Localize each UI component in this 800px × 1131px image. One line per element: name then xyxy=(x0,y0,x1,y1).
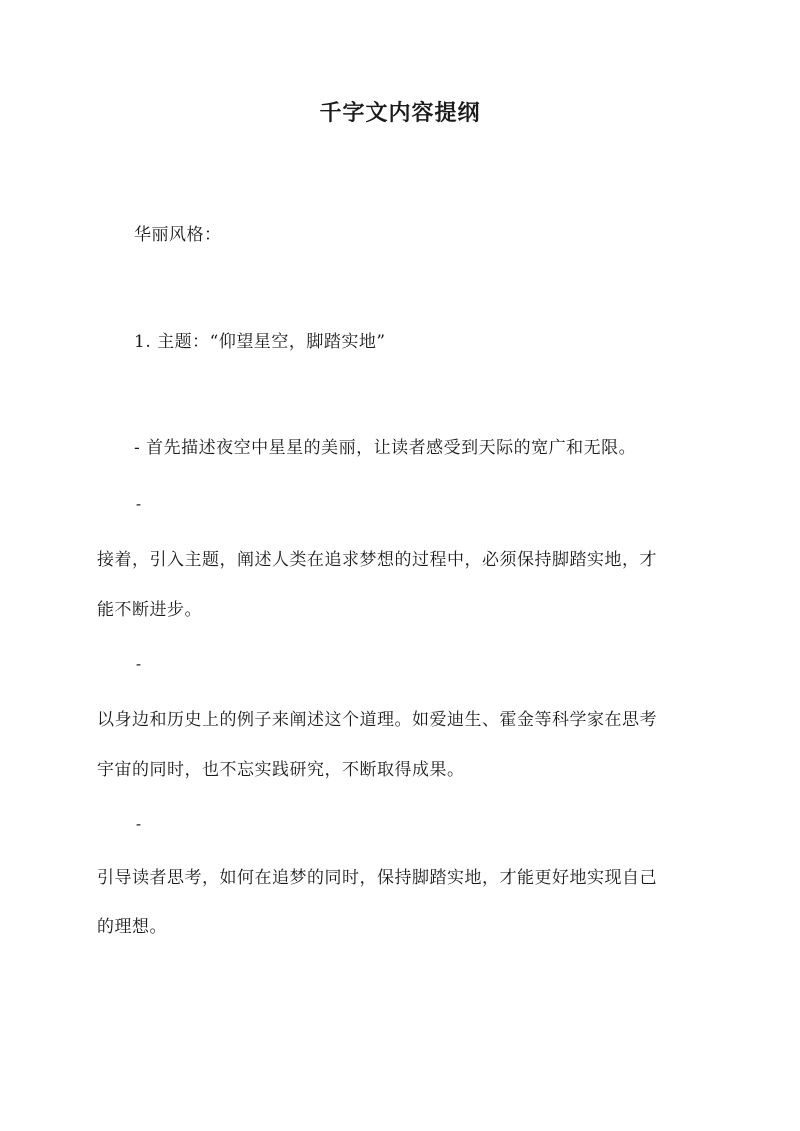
outline-point-3-line-1: 以身边和历史上的例子来阐述这个道理。如爱迪生、霍金等科学家在思考 xyxy=(97,710,657,730)
outline-point-2-line-2: 能不断进步。 xyxy=(97,600,202,620)
document-title: 千字文内容提纲 xyxy=(319,100,481,126)
outline-dash-4: - xyxy=(134,815,144,833)
outline-point-4-line-1: 引导读者思考，如何在追梦的同时，保持脚踏实地，才能更好地实现自己 xyxy=(97,868,657,888)
theme-line: 1. 主题：“仰望星空，脚踏实地” xyxy=(134,332,386,352)
outline-point-1: - 首先描述夜空中星星的美丽，让读者感受到天际的宽广和无限。 xyxy=(134,438,637,458)
outline-point-4-line-2: 的理想。 xyxy=(97,917,167,937)
outline-point-3-line-2: 宇宙的同时，也不忘实践研究，不断取得成果。 xyxy=(97,760,465,780)
outline-dash-2: - xyxy=(134,495,144,513)
outline-point-2-line-1: 接着，引入主题，阐述人类在追求梦想的过程中，必须保持脚踏实地，才 xyxy=(97,550,657,570)
style-heading: 华丽风格： xyxy=(134,225,222,245)
outline-dash-3: - xyxy=(134,655,144,673)
